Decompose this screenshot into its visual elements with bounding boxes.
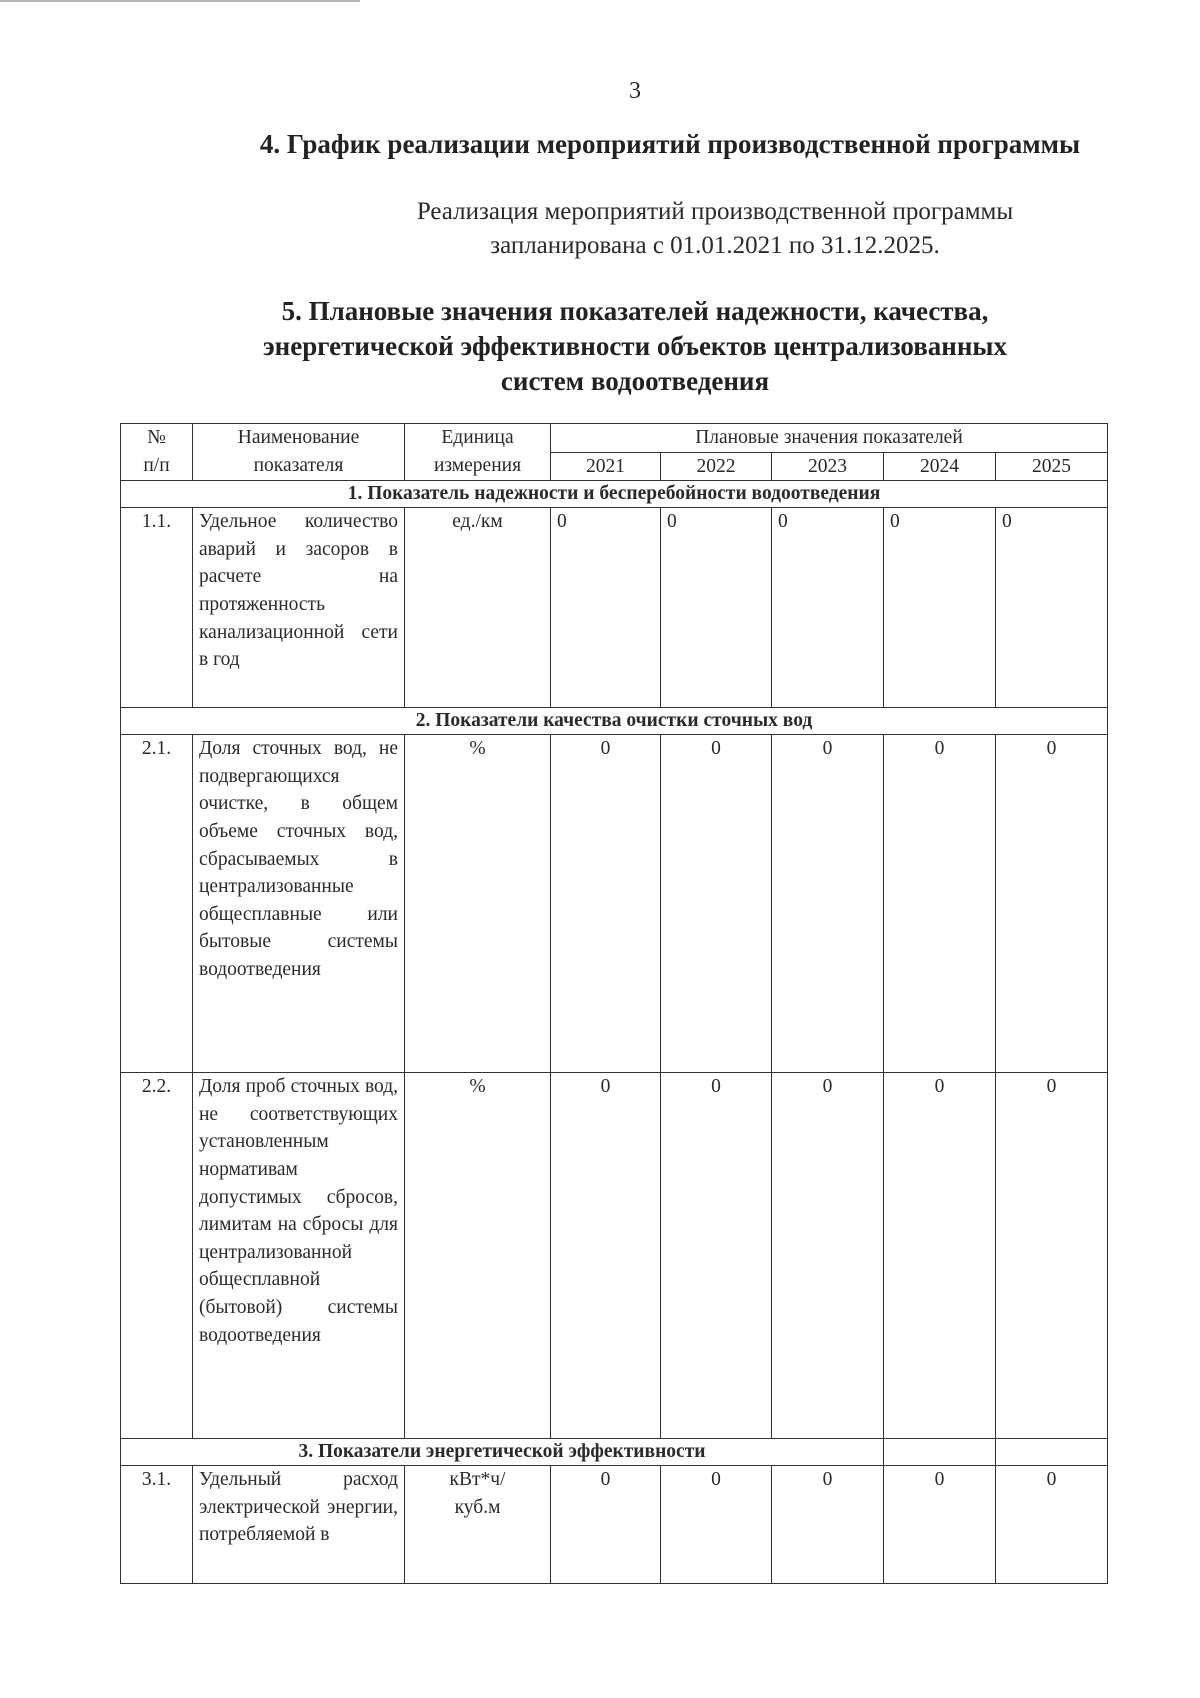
row-unit-line1: кВт*ч/: [449, 1469, 506, 1491]
section-row-2: [121, 708, 1108, 735]
row-value: 0: [996, 508, 1108, 708]
row-value: 0: [884, 735, 996, 1073]
section-row-empty-cell: [884, 1439, 996, 1466]
row-unit-line2: куб.м: [454, 1496, 501, 1518]
row-number: 2.1.: [121, 735, 193, 1073]
header-num: [121, 424, 193, 481]
section-title: 2. Показатели качества очистки сточных вод: [121, 708, 1108, 735]
row-value: 0: [772, 1466, 884, 1584]
section5-heading: [230, 294, 1040, 399]
section-title: 1. Показатель надежности и бесперебойности водоотведения: [121, 481, 1108, 508]
header-year: 2023: [772, 452, 884, 481]
header-name-line1: Наименование: [237, 427, 360, 448]
header-year: 2024: [884, 452, 996, 481]
row-indicator-name: Доля проб сточных вод, не соответствующих установленным нормативам допустимых сбросов, лимитам на сбросы для централизованной общесплавной (бытовой) системы водоотведения: [193, 1073, 405, 1439]
row-value: 0: [996, 735, 1108, 1073]
row-value: 0: [551, 1466, 661, 1584]
row-indicator-name: Удельное количество аварий и засоров в расчете на протяженность канализационной сети в год: [193, 508, 405, 708]
section5-heading-line2: энергетической эффективности объектов централизованных: [262, 331, 1007, 361]
row-value: 0: [884, 1466, 996, 1584]
row-value: 0: [772, 1073, 884, 1439]
section4-text: [270, 195, 1160, 263]
row-unit: %: [405, 735, 551, 1073]
header-num-line1: №: [147, 427, 166, 448]
section4-heading: 4. График реализации мероприятий производственной программы: [259, 129, 1081, 159]
row-unit: ед./км: [405, 508, 551, 708]
row-value: 0: [996, 1073, 1108, 1439]
row-value: 0: [884, 1073, 996, 1439]
section-row-3: [121, 1439, 1108, 1466]
header-year: 2022: [661, 452, 772, 481]
section-row-empty-cell: [996, 1439, 1108, 1466]
section-row-1: [121, 481, 1108, 508]
header-unit: [405, 424, 551, 481]
section4-text-line1: Реализация мероприятий производственной программы: [416, 198, 1014, 225]
indicators-table: [120, 423, 1108, 1584]
row-value: 0: [661, 1073, 772, 1439]
row-value: 0: [551, 508, 661, 708]
row-value: 0: [661, 1466, 772, 1584]
row-value: 0: [551, 1073, 661, 1439]
section5-heading-line3: систем водоотведения: [500, 366, 770, 396]
header-unit-line2: измерения: [433, 454, 522, 476]
row-number: 1.1.: [121, 508, 193, 708]
section4-text-line2: запланирована с 01.01.2021 по 31.12.2025.: [490, 232, 940, 259]
row-unit: %: [405, 1073, 551, 1439]
header-num-line2: п/п: [143, 454, 170, 476]
section-title: 3. Показатели энергетической эффективности: [121, 1439, 884, 1466]
row-value: 0: [661, 508, 772, 708]
scan-edge-line: [0, 0, 360, 2]
header-year: 2021: [551, 452, 661, 481]
table-row: [121, 735, 1108, 1073]
row-value: 0: [772, 508, 884, 708]
table-row: [121, 508, 1108, 708]
row-unit: [405, 1466, 551, 1584]
table-row: [121, 1466, 1108, 1584]
header-name-line2: показателя: [253, 454, 344, 476]
row-value: 0: [661, 735, 772, 1073]
section5-heading-line1: 5. Плановые значения показателей надежности, качества,: [281, 296, 989, 326]
table-row: [121, 1073, 1108, 1439]
header-year: 2025: [996, 452, 1108, 481]
table-header-row: [121, 424, 1108, 453]
row-value: 0: [551, 735, 661, 1073]
row-value: 0: [996, 1466, 1108, 1584]
row-indicator-name: Доля сточных вод, не подвергающихся очистке, в общем объеме сточных вод, сбрасываемых в централизованные общесплавные или бытовые системы водоотведения: [193, 735, 405, 1073]
row-number: 2.2.: [121, 1073, 193, 1439]
row-indicator-name: Удельный расход электрической энергии, потребляемой в: [193, 1466, 405, 1584]
row-value: 0: [884, 508, 996, 708]
row-value: 0: [772, 735, 884, 1073]
header-name: [193, 424, 405, 481]
header-unit-line1: Единица: [441, 427, 514, 448]
row-number: 3.1.: [121, 1466, 193, 1584]
page-number: 3: [629, 78, 641, 104]
header-planned-values: Плановые значения показателей: [551, 424, 1108, 453]
